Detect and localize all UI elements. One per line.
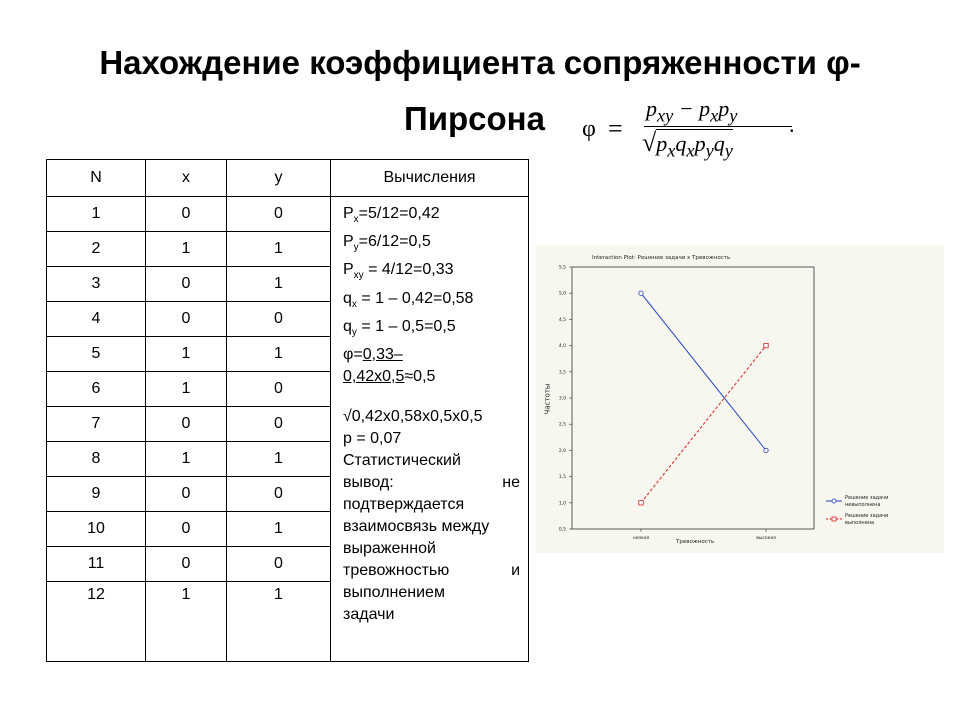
cell-y: 1: [227, 512, 331, 547]
plot-y-label: Частоты: [543, 383, 552, 415]
conclusion-line-3: подтверждается: [343, 495, 465, 513]
formula-numerator: $p_{xy} - p_xp_y$: [646, 96, 738, 126]
conclusion-line-1: Статистический: [343, 451, 461, 469]
formula-period: .: [789, 112, 795, 137]
data-point: [764, 343, 768, 347]
cell-x: 0: [146, 197, 227, 232]
cell-n: 8: [47, 442, 146, 477]
y-tick-label: 3,5: [558, 370, 566, 376]
cell-n: 11: [47, 547, 146, 582]
header-n: N: [47, 160, 146, 197]
cell-n: 12: [47, 582, 146, 662]
cell-x: 1: [146, 582, 227, 662]
conclusion-line-7: выполнением: [343, 583, 445, 601]
cell-x: 1: [146, 337, 227, 372]
calc-qy: $q_y = 1 - 0,5=0,5$: [343, 317, 456, 338]
cell-n: 3: [47, 267, 146, 302]
cell-x: 0: [146, 407, 227, 442]
cell-n: 10: [47, 512, 146, 547]
cell-x: 0: [146, 302, 227, 337]
legend-label: Решение задачи: [845, 495, 889, 501]
calc-pxy: $P_{xy} = 4/12=0,33$: [343, 261, 454, 282]
plot-legend: [826, 495, 888, 531]
calc-sqrt: √0,42х0,58х0,5х0,5: [343, 407, 483, 425]
y-tick-label: 2,0: [558, 448, 566, 454]
cell-y: 0: [227, 302, 331, 337]
y-tick-label: 4,5: [558, 317, 566, 323]
data-table: [46, 159, 529, 662]
conclusion-line-5: выраженной: [343, 539, 436, 557]
legend-swatch-red: [826, 516, 842, 522]
formula-denominator: $√p_xq_xp_yq_y$: [642, 128, 733, 161]
page-title-line1: Нахождение коэффициента сопряженности φ-: [99, 44, 861, 81]
header-calculations: Вычисления: [331, 160, 529, 197]
y-tick-label: 5,5: [558, 265, 566, 271]
y-tick-label: 2,5: [558, 422, 566, 428]
cell-y: 0: [227, 407, 331, 442]
series-line-not-done: [641, 293, 766, 450]
table-header-row: [47, 160, 529, 197]
cell-x: 0: [146, 547, 227, 582]
cell-y: 1: [227, 582, 331, 662]
phi-formula: [582, 96, 797, 166]
calc-phi: φ=0,33–: [343, 345, 403, 363]
x-tick-label: высокая: [756, 536, 776, 541]
cell-n: 4: [47, 302, 146, 337]
series-line-done: [641, 346, 766, 503]
page-title-line2: Пирсона: [404, 100, 545, 137]
plot-frame: [572, 267, 814, 529]
formula-equals: =: [608, 114, 623, 143]
y-tick-label: 5,0: [558, 291, 566, 297]
legend-label: выполнена: [845, 520, 875, 526]
data-point: [764, 448, 768, 452]
cell-y: 1: [227, 337, 331, 372]
header-y: y: [227, 160, 331, 197]
cell-y: 0: [227, 197, 331, 232]
cell-y: 0: [227, 372, 331, 407]
conclusion-line-4: взаимосвязь между: [343, 517, 490, 535]
formula-fraction-bar: [644, 126, 792, 127]
cell-x: 1: [146, 442, 227, 477]
calculations-cell: [331, 197, 529, 662]
formula-phi: φ: [582, 116, 596, 142]
legend-label: Решение задачи: [845, 513, 889, 519]
legend-label: невыполнена: [845, 502, 881, 508]
calc-p-value: р = 0,07: [343, 429, 402, 447]
cell-x: 1: [146, 372, 227, 407]
legend-swatch-blue: [826, 498, 842, 504]
y-tick-label: 1,0: [558, 501, 566, 507]
y-tick-label: 1,5: [558, 475, 566, 481]
table-row: [47, 197, 529, 232]
cell-y: 1: [227, 442, 331, 477]
cell-n: 7: [47, 407, 146, 442]
legend-item-done: [826, 513, 888, 527]
header-x: x: [146, 160, 227, 197]
interaction-plot-panel: [536, 245, 944, 553]
calc-py: $P_y=6/12=0,5$: [343, 233, 431, 254]
calc-px: $P_x=5/12=0,42$: [343, 205, 440, 226]
data-point: [639, 291, 643, 295]
x-tick-label: низкая: [632, 536, 650, 541]
data-point: [639, 501, 643, 505]
cell-x: 0: [146, 477, 227, 512]
plot-title: Interaction Plot: Решение задачи х Тревожность: [592, 255, 731, 261]
cell-n: 2: [47, 232, 146, 267]
cell-n: 5: [47, 337, 146, 372]
plot-x-label: Тревожность: [676, 539, 715, 545]
cell-x: 0: [146, 512, 227, 547]
cell-y: 1: [227, 232, 331, 267]
y-tick-label: 4,0: [558, 344, 566, 350]
cell-n: 1: [47, 197, 146, 232]
cell-n: 9: [47, 477, 146, 512]
conclusion-line-8: задачи: [343, 605, 395, 623]
conclusion-line-2: вывод: не: [343, 473, 520, 491]
y-tick-label: 0,5: [558, 527, 566, 533]
y-tick-label: 3,0: [558, 396, 566, 402]
calc-qx: $q_x = 1 - 0,42=0,58$: [343, 289, 474, 310]
conclusion-line-6: тревожностью и: [343, 561, 520, 579]
cell-y: 0: [227, 547, 331, 582]
calc-phi-cont: 0,42х0,5≈0,5: [343, 367, 436, 385]
cell-n: 6: [47, 372, 146, 407]
cell-y: 1: [227, 267, 331, 302]
cell-x: 0: [146, 267, 227, 302]
cell-y: 0: [227, 477, 331, 512]
legend-item-not-done: [826, 495, 888, 509]
cell-x: 1: [146, 232, 227, 267]
